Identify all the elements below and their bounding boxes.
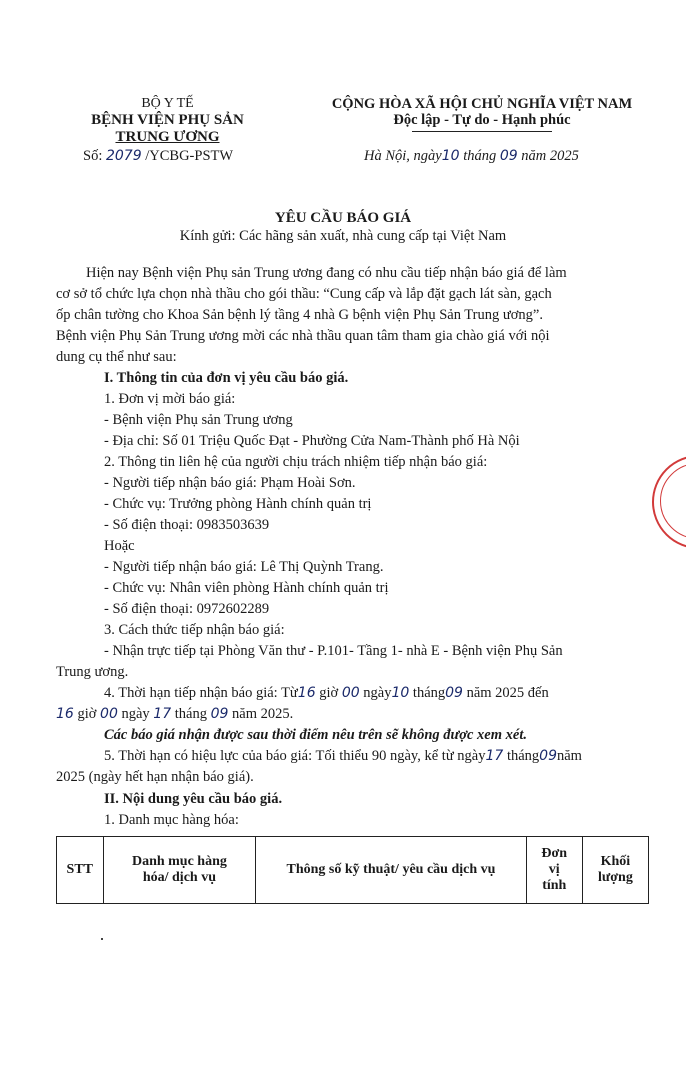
col-stt: STT bbox=[57, 837, 104, 904]
col-item-line: Danh mục hàng bbox=[131, 854, 227, 869]
intro-line: Bệnh viện Phụ Sản Trung ương mời các nhà thầu quan tâm tham gia chào giá với nội bbox=[56, 328, 550, 344]
deadline-text: năm 2025. bbox=[232, 706, 294, 722]
deadline-text: giờ bbox=[77, 706, 97, 722]
date-day-handwritten: 10 bbox=[441, 148, 460, 164]
goods-list-label: 1. Danh mục hàng hóa: bbox=[104, 812, 239, 828]
deadline-text: tháng bbox=[174, 706, 207, 722]
section1-line: - Địa chỉ: Số 01 Triệu Quốc Đạt - Phường Cửa Nam-Thành phố Hà Nội bbox=[104, 433, 520, 449]
deadline-text: giờ bbox=[319, 685, 339, 701]
country-name: CỘNG HÒA XÃ HỘI CHỦ NGHĨA VIỆT NAM bbox=[331, 96, 633, 112]
section1-line: - Người tiếp nhận báo giá: Lê Thị Quỳnh Trang. bbox=[104, 559, 384, 575]
late-notice: Các báo giá nhận được sau thời điểm nêu trên sẽ không được xem xét. bbox=[104, 727, 527, 743]
date-prefix: Hà Nội, ngày bbox=[364, 148, 442, 164]
validity-month-handwritten: 09 bbox=[539, 748, 557, 764]
section1-line: 1. Đơn vị mời báo giá: bbox=[104, 391, 236, 407]
minute-to-handwritten: 00 bbox=[100, 706, 118, 722]
deadline-text: ngày bbox=[121, 706, 150, 722]
section1-heading: I. Thông tin của đơn vị yêu cầu báo giá. bbox=[104, 370, 349, 386]
date-year: năm 2025 bbox=[521, 148, 579, 164]
issue-date bbox=[364, 148, 579, 165]
section2-heading: II. Nội dung yêu cầu báo giá. bbox=[104, 791, 283, 807]
validity-text: 5. Thời hạn có hiệu lực của báo giá: Tối thiểu 90 ngày, kể từ ngày bbox=[104, 748, 486, 764]
hospital-name-line1: BỆNH VIỆN PHỤ SẢN bbox=[91, 112, 244, 128]
hospital-name-line2: TRUNG ƯƠNG bbox=[115, 129, 220, 145]
col-spec: Thông số kỹ thuật/ yêu cầu dịch vụ bbox=[256, 837, 526, 904]
document-number bbox=[83, 148, 233, 165]
deadline-text: tháng bbox=[412, 685, 446, 701]
document-title: YÊU CẦU BÁO GIÁ bbox=[274, 210, 412, 226]
number-handwritten: 2079 bbox=[105, 148, 142, 164]
motto-underline bbox=[412, 131, 552, 132]
section1-line: 2. Thông tin liên hệ của người chịu trách nhiệm tiếp nhận báo giá: bbox=[104, 454, 488, 470]
number-label: Số: bbox=[83, 148, 103, 164]
hour-to-handwritten: 16 bbox=[56, 706, 74, 722]
section1-line: - Số điện thoại: 0972602289 bbox=[104, 601, 270, 617]
validity-line2: 2025 (ngày hết hạn nhận báo giá). bbox=[56, 769, 254, 785]
deadline-line2 bbox=[56, 706, 293, 723]
table-header-row bbox=[57, 837, 649, 904]
stray-dot bbox=[101, 938, 103, 940]
col-quantity bbox=[582, 837, 648, 904]
day-from-handwritten: 10 bbox=[391, 685, 410, 701]
recipient-line: Kính gửi: Các hãng sản xuất, nhà cung cấp tại Việt Nam bbox=[179, 228, 507, 244]
col-unit-line: vị bbox=[548, 862, 560, 877]
validity-line1 bbox=[104, 748, 582, 765]
deadline-text: 4. Thời hạn tiếp nhận báo giá: Từ bbox=[104, 685, 298, 701]
intro-line: cơ sở tổ chức lựa chọn nhà thầu cho gói thầu: “Cung cấp và lắp đặt gạch lát sàn, gạch bbox=[56, 286, 552, 302]
col-unit bbox=[526, 837, 582, 904]
national-motto: Độc lập - Tự do - Hạnh phúc bbox=[393, 112, 571, 128]
section1-line: 3. Cách thức tiếp nhận báo giá: bbox=[104, 622, 285, 638]
date-month-handwritten: 09 bbox=[499, 148, 518, 164]
validity-text: năm bbox=[557, 748, 582, 764]
section1-line: - Bệnh viện Phụ sản Trung ương bbox=[104, 412, 293, 428]
day-to-handwritten: 17 bbox=[153, 706, 172, 722]
month-from-handwritten: 09 bbox=[445, 685, 463, 701]
deadline-text: năm 2025 đến bbox=[466, 685, 549, 701]
col-unit-line: Đơn bbox=[541, 846, 568, 861]
intro-line: Hiện nay Bệnh viện Phụ sản Trung ương đang có nhu cầu tiếp nhận báo giá để làm bbox=[86, 265, 567, 281]
section1-line: - Chức vụ: Nhân viên phòng Hành chính quản trị bbox=[104, 580, 389, 596]
deadline-text: ngày bbox=[363, 685, 392, 701]
minute-from-handwritten: 00 bbox=[341, 685, 360, 701]
hour-from-handwritten: 16 bbox=[297, 685, 316, 701]
col-item-line: hóa/ dịch vụ bbox=[142, 870, 216, 885]
section1-line: - Nhận trực tiếp tại Phòng Văn thư - P.101- Tầng 1- nhà E - Bệnh viện Phụ Sản bbox=[104, 643, 563, 659]
goods-table bbox=[56, 836, 649, 904]
date-month-label: tháng bbox=[463, 148, 497, 164]
section1-line: - Chức vụ: Trưởng phòng Hành chính quản trị bbox=[104, 496, 372, 512]
col-quantity-line: lượng bbox=[597, 870, 633, 885]
ministry-name: BỘ Y TẾ bbox=[141, 96, 194, 111]
section1-line: - Số điện thoại: 0983503639 bbox=[104, 517, 270, 533]
number-suffix: /YCBG-PSTW bbox=[145, 148, 234, 164]
section1-line: - Người tiếp nhận báo giá: Phạm Hoài Sơn. bbox=[104, 475, 356, 491]
col-item bbox=[103, 837, 256, 904]
deadline-line1 bbox=[104, 685, 549, 702]
month-to-handwritten: 09 bbox=[210, 706, 229, 722]
intro-line: ốp chân tường cho Khoa Sản bệnh lý tầng 4 nhà G bệnh viện Phụ Sản Trung ương”. bbox=[56, 307, 543, 323]
section1-line: Hoặc bbox=[104, 538, 135, 554]
intro-line: dung cụ thể như sau: bbox=[56, 349, 177, 365]
section1-line: Trung ương. bbox=[56, 664, 129, 680]
validity-day-handwritten: 17 bbox=[485, 748, 504, 764]
col-unit-line: tính bbox=[542, 878, 567, 893]
validity-text: tháng bbox=[506, 748, 540, 764]
col-quantity-line: Khối bbox=[600, 854, 631, 869]
